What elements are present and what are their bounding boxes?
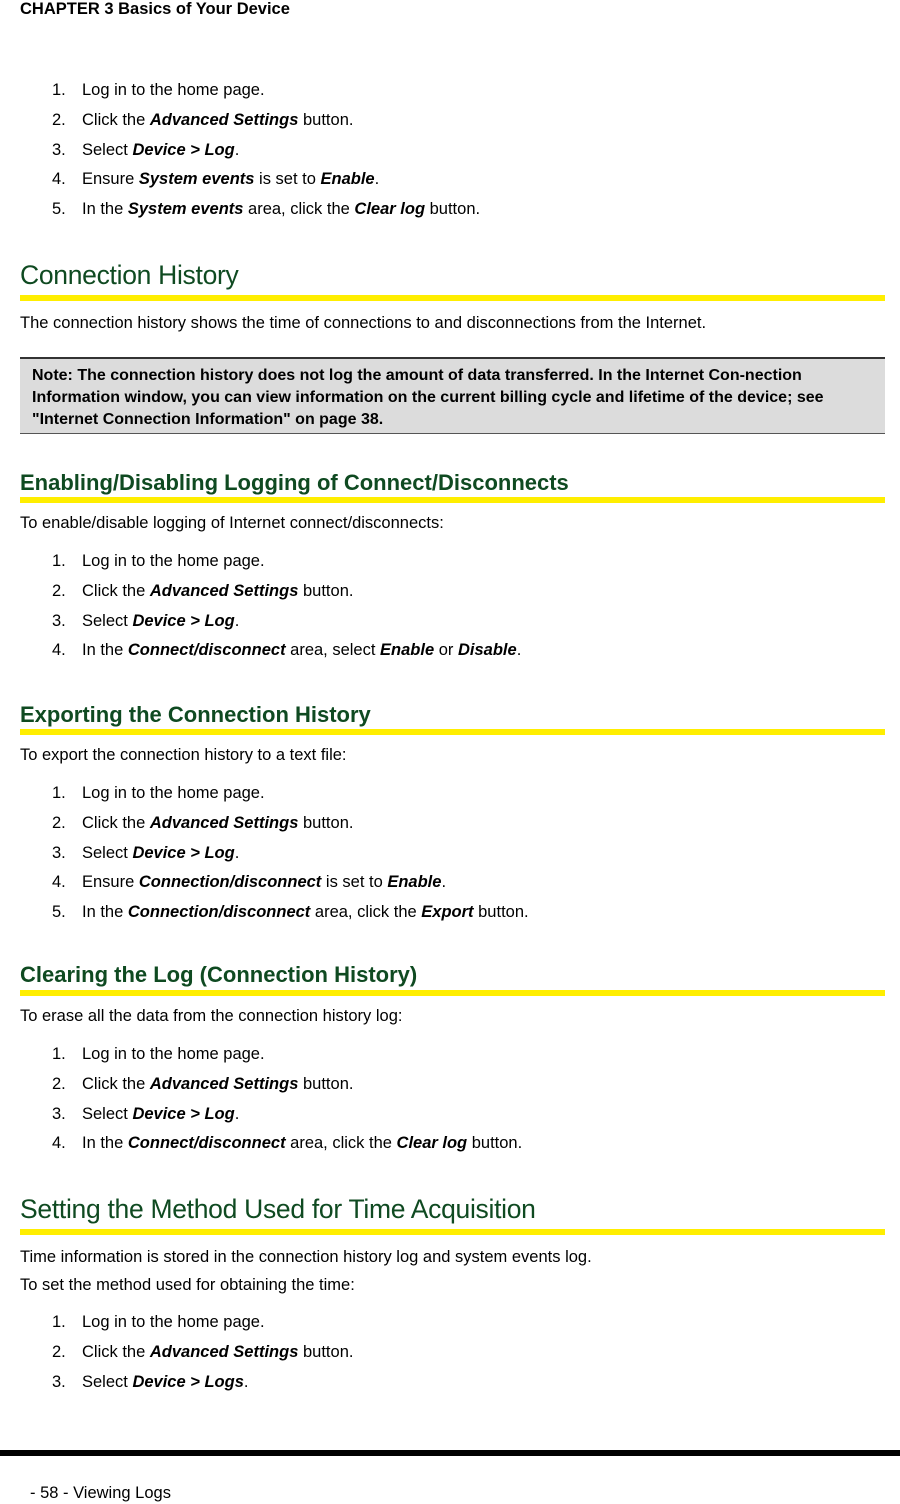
list-item-number: 2. [52,813,66,832]
list-item-text [82,1133,522,1153]
ui-term: System events [138,170,255,189]
ui-term: Enable [320,170,375,189]
section-rule [20,990,885,996]
section-rule [20,729,885,735]
ui-term: Connect/disconnect [127,1134,286,1153]
list-item-fragment: button. [425,200,481,219]
list-item-number: 4. [52,873,66,892]
section-title-clear-log: Clearing the Log (Connection History) [20,962,418,987]
section-rule [20,497,885,503]
ui-term: Advanced Settings [149,581,299,600]
list-item-text [82,902,529,922]
list-item-fragment: Click the [82,110,150,129]
footer-rule [0,1450,900,1456]
ui-term: Advanced Settings [149,1342,299,1361]
list-item-fragment: . [234,140,240,159]
list-item-fragment: or [434,641,458,660]
list-item-fragment: area, click the [310,903,422,922]
list-item-text [82,199,480,219]
ui-term: Device > Log [132,611,235,630]
chapter-header: CHAPTER 3 Basics of Your Device [20,0,290,18]
list-item-fragment: . [243,1372,249,1391]
section-title-time-acquisition: Setting the Method Used for Time Acquisition [20,1194,536,1224]
section-intro: To export the connection history to a text file: [20,746,347,764]
list-item-text [82,169,379,189]
list-item-text [82,551,265,571]
ui-term: Connect/disconnect [127,641,286,660]
list-item-fragment: Select [82,1372,133,1391]
list-item-fragment: button. [298,581,354,600]
list-item-fragment: is set to [254,170,321,189]
ui-term: Clear log [396,1134,468,1153]
section-intro: To erase all the data from the connection history log: [20,1007,403,1025]
list-item-number: 3. [52,611,66,630]
section-intro: To enable/disable logging of Internet connect/disconnects: [20,514,444,532]
section-title-enable-logging: Enabling/Disabling Logging of Connect/Disconnects [20,470,569,495]
list-item-fragment: Select [82,140,133,159]
list-item-fragment: Log in to the home page. [82,81,265,99]
ui-term: Device > Logs [132,1372,244,1391]
list-item-text [82,843,239,863]
list-item-number: 4. [52,641,66,660]
list-item-text [82,783,265,803]
list-item-number: 5. [52,200,66,219]
list-item-fragment: Click the [82,581,150,600]
list-item-fragment: Log in to the home page. [82,552,265,570]
list-item-fragment: Select [82,611,133,630]
list-item-fragment: button. [467,1134,523,1153]
list-item-number: 3. [52,1104,66,1123]
list-item-number: 2. [52,110,66,129]
list-item-number: 1. [52,81,66,99]
list-item-fragment: Click the [82,1342,150,1361]
list-item-fragment: Log in to the home page. [82,784,265,802]
list-item-number: 4. [52,1134,66,1153]
section-rule [20,1229,885,1235]
list-item-fragment: In the [82,200,128,219]
list-item-text [82,581,353,601]
list-item-text [82,140,239,160]
list-item-number: 2. [52,581,66,600]
list-item-number: 1. [52,1045,66,1063]
list-item-fragment: button. [298,110,354,129]
list-item-fragment: Click the [82,813,150,832]
list-item-fragment: Ensure [82,873,139,892]
list-item-number: 3. [52,140,66,159]
list-item-fragment: In the [82,1134,128,1153]
ui-term: Advanced Settings [149,110,299,129]
list-item-fragment: Log in to the home page. [82,1313,265,1331]
list-item-fragment: In the [82,903,128,922]
ui-term: Disable [457,641,517,660]
list-item-number: 5. [52,903,66,922]
list-item-fragment: . [374,170,380,189]
note-box: Note: The connection history does not log the amount of data transferred. In the Internet Con-nection Information window, you can view information on the current billing cycle and lifetime of the device; see "Internet Connection Information" on page 38. [20,357,885,434]
list-item-fragment: area, click the [243,200,355,219]
list-item-number: 2. [52,1342,66,1361]
ui-term: Device > Log [132,140,235,159]
list-item-number: 1. [52,552,66,570]
list-item-text [82,813,353,833]
list-item-text [82,1312,265,1332]
list-item-text [82,611,239,631]
list-item-number: 1. [52,1313,66,1331]
list-item-text [82,110,353,130]
section-intro: The connection history shows the time of connections to and disconnections from the Internet. [20,314,707,332]
list-item-fragment: button. [298,813,354,832]
list-item-fragment: Log in to the home page. [82,1045,265,1063]
list-item-number: 4. [52,170,66,189]
section-intro: Time information is stored in the connection history log and system events log. [20,1248,592,1266]
list-item-fragment: button. [298,1342,354,1361]
list-item-fragment: . [234,1104,240,1123]
list-item-fragment: . [234,611,240,630]
list-item-fragment: is set to [321,873,388,892]
ui-term: Advanced Settings [149,1074,299,1093]
ui-term: Advanced Settings [149,813,299,832]
ui-term: Export [421,903,474,922]
list-item-fragment: Click the [82,1074,150,1093]
section-title-connection-history: Connection History [20,260,239,290]
list-item-number: 3. [52,843,66,862]
list-item-text [82,640,521,660]
list-item-fragment: button. [473,903,529,922]
list-item-text [82,1342,353,1362]
list-item-number: 1. [52,784,66,802]
list-item-fragment: . [234,843,240,862]
list-item-text [82,872,446,892]
list-item-text [82,1044,265,1064]
list-item-number: 2. [52,1074,66,1093]
list-item-fragment: . [441,873,447,892]
ui-term: Connection/disconnect [127,903,311,922]
list-item-fragment: Select [82,843,133,862]
ui-term: Device > Log [132,843,235,862]
list-item-number: 3. [52,1372,66,1391]
list-item-fragment: Select [82,1104,133,1123]
list-item-text [82,1104,239,1124]
section-intro: To set the method used for obtaining the time: [20,1276,355,1294]
list-item-text [82,80,265,100]
list-item-fragment: area, select [285,641,381,660]
section-rule [20,295,885,301]
list-item-fragment: . [516,641,522,660]
list-item-text [82,1074,353,1094]
ui-term: System events [127,200,244,219]
list-item-text [82,1372,248,1392]
ui-term: Connection/disconnect [138,873,322,892]
page-footer: - 58 - Viewing Logs [30,1484,171,1502]
ui-term: Device > Log [132,1104,235,1123]
list-item-fragment: area, click the [285,1134,397,1153]
ui-term: Clear log [354,200,426,219]
list-item-fragment: Ensure [82,170,139,189]
ui-term: Enable [380,641,435,660]
list-item-fragment: In the [82,641,128,660]
list-item-fragment: button. [298,1074,354,1093]
section-title-export-history: Exporting the Connection History [20,702,371,727]
ui-term: Enable [387,873,442,892]
